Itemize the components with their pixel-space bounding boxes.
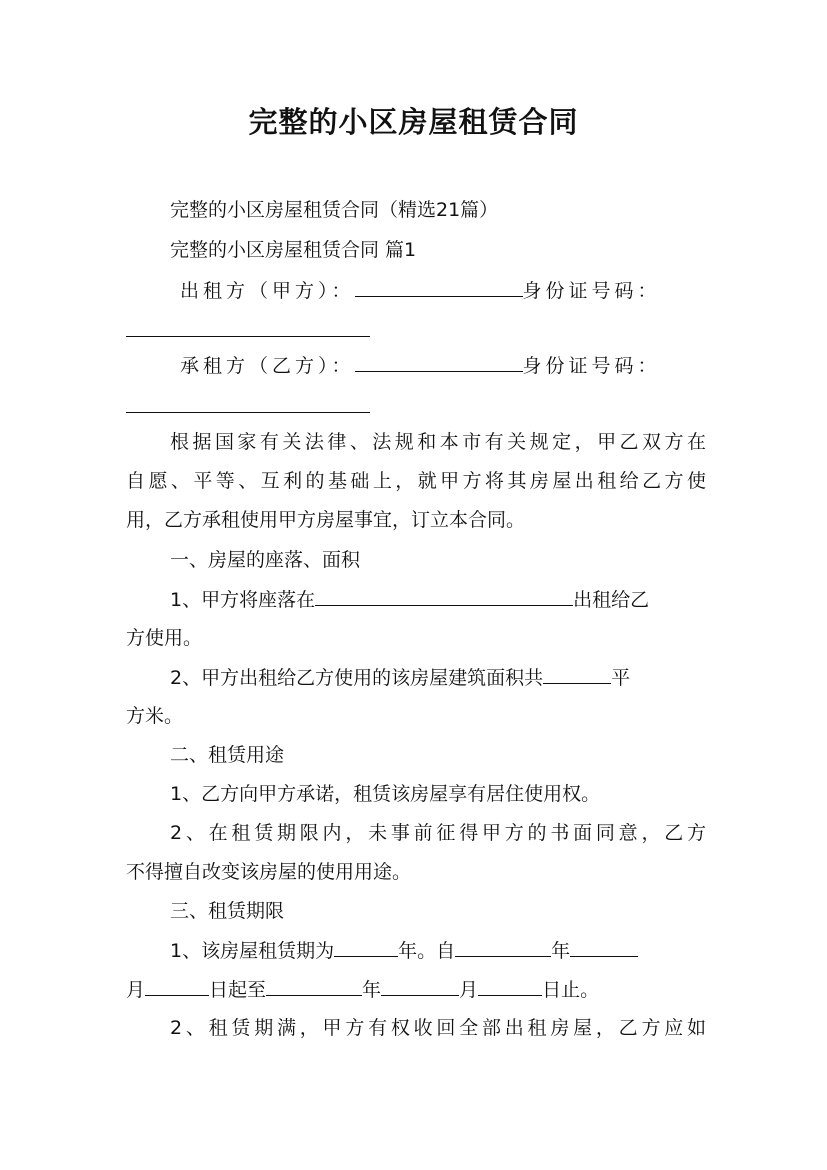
address-blank [315,587,573,606]
clause-1-2-cont: 方米。 [126,705,184,727]
heading-1: 一、房屋的座落、面积 [170,549,361,571]
lessee-id-label: 身份证号码： [522,355,661,377]
document-title: 完整的小区房屋租赁合同 [248,105,579,139]
lessor-name-blank [355,278,523,297]
clause-3-1-end-month: 月 [459,979,479,1001]
lessee-label: 承租方（乙方）： [180,355,355,377]
clause-1-2-text: 2、甲方出租给乙方使用的该房屋建筑面积共 [170,667,544,689]
clause-2-2: 2、在租赁期限内，未事前征得甲方的书面同意，乙方 [170,822,706,844]
clause-3-1-month: 月 [126,979,146,1001]
clause-3-1 [170,938,706,963]
lessee-name-blank [355,353,523,372]
intro-line-3: 用，乙方承租使用甲方房屋事宜，订立本合同。 [126,509,526,531]
clause-2-1: 1、乙方向甲方承诺，租赁该房屋享有居住使用权。 [170,783,601,805]
clause-1-1-text: 1、甲方将座落在 [170,589,316,611]
clause-1-2 [170,665,706,690]
clause-3-1-end-year: 年 [362,979,382,1001]
end-year-blank [266,977,362,996]
section-heading: 完整的小区房屋租赁合同 篇1 [170,239,417,261]
clause-2-2-cont: 不得擅自改变该房屋的使用用途。 [126,861,412,883]
start-month-blank [570,938,638,957]
clause-3-1-year2: 年 [551,940,571,962]
subtitle: 完整的小区房屋租赁合同（精选21篇） [170,199,499,221]
heading-3: 三、租赁期限 [170,900,285,922]
clause-3-1-from: 日起至 [209,979,267,1001]
term-years-blank [334,938,398,957]
clause-1-1-tail: 出租给乙 [573,589,650,611]
area-blank [543,665,611,684]
clause-3-1-year: 年。自 [398,940,456,962]
clause-1-2-tail: 平 [611,667,631,689]
lessor-id-label: 身份证号码： [522,280,661,302]
clause-3-1-text: 1、该房屋租赁期为 [170,940,335,962]
intro-line-1: 根据国家有关法律、法规和本市有关规定，甲乙双方在 [170,431,706,453]
clause-1-1 [170,587,706,612]
lessee-row [180,353,692,378]
start-year-blank [455,938,551,957]
lessor-id-blank [126,336,370,337]
end-month-blank [381,977,459,996]
end-day-blank [478,977,542,996]
clause-3-1-end: 日止。 [542,979,600,1001]
lessee-id-blank [126,412,370,413]
clause-3-1-cont [126,977,706,1002]
intro-line-2: 自愿、平等、互利的基础上，就甲方将其房屋出租给乙方使 [126,470,706,492]
heading-2: 二、租赁用途 [170,744,285,766]
clause-3-2: 2、租赁期满，甲方有权收回全部出租房屋，乙方应如 [170,1017,706,1039]
start-day-blank [145,977,209,996]
lessor-label: 出租方（甲方）： [180,280,355,302]
lessor-row [180,278,692,303]
clause-1-1-cont: 方使用。 [126,627,203,649]
